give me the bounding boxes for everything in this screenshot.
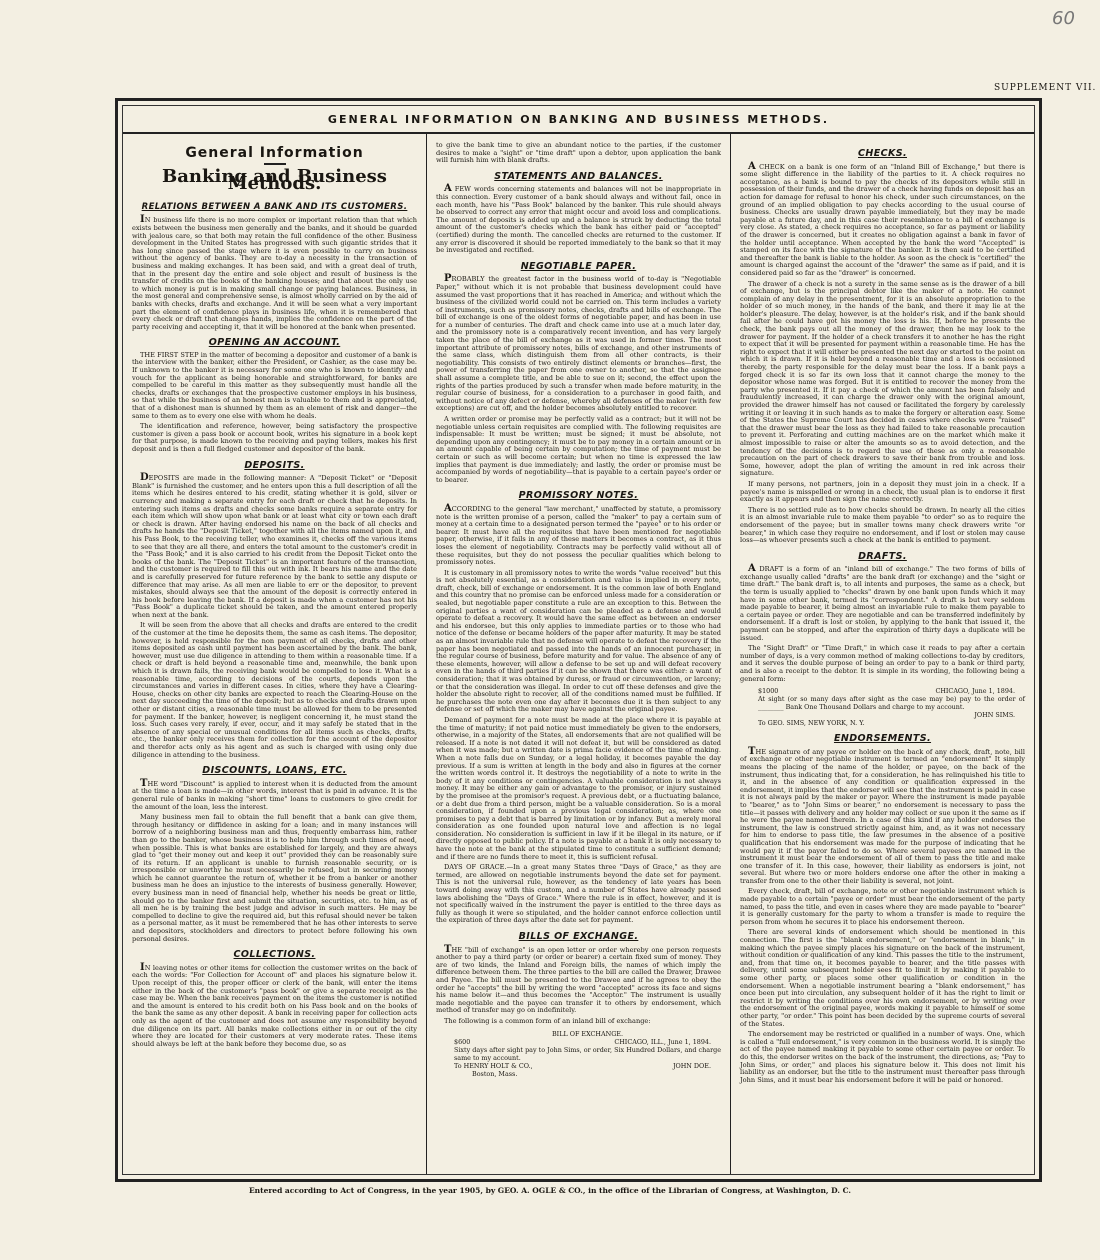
bill-body: Sixty days after sight pay to John Sims, or order, Six Hundred Dollars, and charge same to my account. (454, 1045, 721, 1062)
section-title-collections: COLLECTIONS. (233, 949, 316, 961)
bill-heading: BILL OF EXCHANGE. (551, 1029, 624, 1038)
paragraph: THE "bill of exchange" is an open letter or order whereby one person requests another to pay a third party (or order or bearer) a certain fixed sum of money. They are of two kinds, the Inland and Foreign bills, the names of which imply the difference between them. The three parties to the bill are called the Drawer, Drawee and Payee. The bill must be presented to the Drawee and if he agrees to obey the order he "accepts" the bill by writing the word "accepted" across its face and signs his name below it—and thus becomes the "Acceptor." The instrument is usually made negotiable and the payee can transfer it to others by endorsement, which method of transfer may go on indefinitely. (436, 943, 721, 1015)
paragraph: The drawer of a check is not a surety in the same sense as is the drawer of a bill of exchange, but is the principal debtor like the maker of a note. He cannot complain of any delay in the presentment, for it is an absolute appropriation to the holder of so much money, in the hands of the bank, and there it may lie at the holder's pleasure. The delay, however, is at the holder's risk, and if the bank should fail after he could have got his money the loss is his. If, before he presents the check, the bank pays out all the money of the drawer, then he may look to the drawer for payment. If the holder of a check transfers it to another he has the right to expect that it will be presented for payment within a reasonable time. He has the right to expect that it will either be presented the next day or started to the point on which it is drawn. If it is held beyond a reasonable time and a loss is occasioned thereby, the party responsible for the delay must bear the loss. If a bank pays a forged check it is so far its own loss that it cannot charge the money to the depositor whose name was forged. But it is entitled to recover the money from the party who presented it. If it pay a check of which the amount has been falsely and fraudulently increased, it can charge the drawer only with the original amount, provided the drawer himself has not caused or facilitated the forgery by carelessly writing it or leaving it in such hands as to make the forgery or alteration easy. Some of the States the Supreme Court has decided in cases where checks were "raised" that the drawer must bear the loss as they had failed to take reasonable precaution to prevent it. Perforating and cutting machines are on the market which make it almost impossible to raise or alter the amounts so as to avoid detection, and the tendency of the decisions is to regard the use of these as only a reasonable precaution on the part of check drawers to save their bank from trouble and loss. Some, however, adopt the plan of writing the amount in red ink across their signature. (740, 279, 1025, 478)
draft-signature: JOHN SIMS. (974, 711, 1015, 720)
paragraph: A written order or promise may be perfectly valid as a contract; but it will not be negotiable unless certain requisites are complied with. The following requisites are indispensable: It must be written; must be signed; it must be absolute, not depending upon any contingency; it must be to pay money in a certain amount or in an amount capable of being certain by computation; the time of payment must be certain or such as will become certain; but when no time is expressed the law implies that payment is due immediately; and lastly, the order or promise must be accompanied by words of negotiability—that is payable to a certain payee's order or to bearer. (436, 415, 721, 484)
copyright-footer: Entered according to Act of Congress, in the year 1905, by GEO. A. OGLE & CO., in the office of the Librarian of Congress, at Washington, D. C. (248, 1186, 852, 1195)
bill-footer-row (454, 1062, 721, 1070)
bill-place-date: CHICAGO, ILL., June 1, 1894. (614, 1037, 711, 1046)
column-right (730, 134, 1034, 1174)
paragraph: It will be seen from the above that all checks and drafts are entered to the credit of the customer at the time he deposits them, the same as cash items. The depositor, however, is held responsible for the non payment of all checks, drafts and other items deposited as cash until payment has been ascertained by the bank. The bank, however, must use due diligence in attending to them within a reasonable time. If a check or draft is held beyond a reasonable time and, meanwhile, the bank upon which it is drawn fails, the receiving bank would be compelled to lose it. What is a reasonable time, according to decisions of the courts, depends upon the circumstances and varies in different cases. In cities, where they have a Clearing-House, checks on other city banks are expected to reach the Clearing-House on the next day succeeding the time of the deposit; but as to checks and drafts drawn upon other or distant cities, a reasonable time must be allowed for them to be presented for payment. If the banker, however, is negligent concerning it, he must stand the loss. Such cases very rarely, if ever, occur, and it may safely be stated that in the absence of any special or unusual conditions for all items such as checks, drafts, etc., the banker only receives them for collection for the account of the depositor and therefor acts only as his agent and as such is charged with using only due diligence in attending to the business. (132, 621, 417, 759)
paragraph: IN leaving notes or other items for collection the customer writes on the back of each the words: "For Collection for Account of" and places his signature below it. Upon receipt of this, the proper officer or clerk of the bank, will enter the items either in the back of the customer's "pass book" or give a separate receipt as the case may be. When the bank receives payment on the items the customer is notified and the amount is entered to his credit both on his Pass book and on the books of the bank the same as any other deposit. A bank in receiving paper for collection acts only as the agent of the customer and does not assume any responsibility beyond due diligence on its part. All banks make collections either in or out of the city where they are located for their customers at very moderate rates. These items should always be left at the bank before they become due, so as (132, 961, 417, 1048)
title-line-2: Banking and Business Methods. (162, 165, 387, 195)
paragraph: IN business life there is no more complex or important relation than that which exists between the business men generally and the banks, and it should be guarded with jealous care, so that both may retain the full confidence of the other. Business development in the United States has progressed with such gigantic strides that it has long since passed the stage where it is even possible to carry on business without the agency of banks. They are to-day a necessity in the transaction of business and making exchanges. It has been said, and with a great deal of truth, that in the present day the entire and sole object and result of business is the transfer of credits on the books of the banking houses; and that about the only use to which money is put is in making small change or paying balances. Business, in the most general and comprehensive sense, is almost wholly carried on by the aid of banks with checks, drafts and exchange. And it will be seen what a very important part the element of confidence plays in business life, when it is remembered that every check or draft that changes hands, implies the confidence on the part of the party receiving and accepting it, that it will be honored at the bank when presented. (132, 214, 417, 331)
paragraph: A CHECK on a bank is one form of an "Inland Bill of Exchange," but there is some slight difference in the liability of the parties to it. A check requires no acceptance, as a bank is bound to pay the checks of its depositors while still in possession of their funds, and the drawer of a check having funds on deposit has an action for damage for refusal to honor his check, under such circumstances, on the ground of an implied obligation to pay checks according to the usual course of business. Checks are usually drawn payable immediately, but they may be made payable at a future day, and in this case their resemblance to a bill of exchange is very close. As stated, a check requires no acceptance, so far as payment or liability of the drawer is concerned, but it creates no obligation against a bank in favor of the holder until acceptance. When accepted by the bank the word "Accepted" is stamped on its face with the signature of the banker. It is then said to be certified and thereafter the bank is liable to the holder. As soon as the check is "certified" the amount is charged against the account of the "drawer" the same as if paid, and it is considered paid so far as the "drawer" is concerned. (740, 160, 1025, 277)
paragraph: If many persons, not partners, join in a deposit they must join in a check. If a payee's name is misspelled or wrong in a check, the usual plan is to endorse it first exactly as it appears and then sign the name correctly. (740, 479, 1025, 504)
section-title-drafts: DRAFTS. (858, 550, 907, 562)
draft-body: At sight (or so many days after sight as the case may be) pay to the order of ________ Bank One Thousand Dollars and charge to my account. (758, 695, 1025, 712)
supplement-label: SUPPLEMENT VII. (994, 83, 1097, 93)
section-title-endorsements: ENDORSEMENTS. (833, 733, 932, 745)
bill-of-exchange-form (454, 1030, 721, 1078)
paragraph: It is customary in all promissory notes to write the words "value received" but this is not absolutely essential, as a consideration and value is implied in every note, draft, check, bill of exchange or endorsement. It is the common law of both England and this country that no promise can be enforced unless made for a consideration or sealed, but negotiable paper constitute a rule are an exception to this. Between the original parties a want of consideration can be pleaded as a defense and would operate to defeat a recovery. It would have the same effect as between an endorser and his endorsee, but this only applies to immediate parties or to those who had notice of the defense or became holders of the paper after maturity. It may be stated as an almost invariable rule that no defense will operate to defeat the recovery if the paper has been negotiated and passed into the hands of an innocent purchaser, in the regular course of business, before maturity and for value. The absence of any of these elements, however, will allow a defense to be set up and will defeat recovery even in the hands of third parties if it can be shown that there was either: a want of consideration; that it was obtained by duress, or fraud or circumvention, or larceny; or that the consideration was illegal. In order to cut off these defenses and give the holder the absolute right to recover, all of the conditions named must be fulfilled. If he purchases the note even one day after it becomes due it is then subject to any defense or set off which the maker may have against the original payee. (436, 568, 721, 714)
bill-signature: JOHN DOE. (672, 1061, 711, 1070)
paragraph: There are several kinds of endorsement which should be mentioned in this connection. The first is the "blank endorsement," or "endorsement in blank," in making which the payee simply places his signature on the back of the instrument, without condition or qualification of any kind. This passes the title to the instrument, and, from that time on, it becomes payable to bearer, and the title passes with delivery, until some subsequent holder sees fit to limit it by making it payable to some other party, or places some other qualification or condition in the endorsement. When a negotiable instrument bearing a "blank endorsement," has once been put into circulation, any subsequent holder of it has the right to limit or restrict it by writing the conditions over his own endorsement, or by writing over the endorsement of the original payee, words making it payable to himself or some other party, "or order." This point has been decided by the supreme courts of several of the States. (740, 928, 1025, 1028)
paragraph: The endorsement may be restricted or qualified in a number of ways. One, which is called a "full endorsement," is very common in the business world. It is simply the act of the payee named making it payable to some other certain payee or order. To do this, the endorser writes on the back of the instrument, the directions, as; "Pay to John Sims, or order," and places his signature below it. This does not limit his liability as an endorser, but the title to the instrument must thereafter pass through John Sims, and it must bear his endorsement before it will be paid or honored. (740, 1030, 1025, 1084)
paragraph: PROBABLY the greatest factor in the business world of to-day is "Negotiable Paper," without which it is not probable that business development could have assumed the vast proportions that it has reached in America; and without which the business of the civilized world could not be carried on. This term includes a variety of instruments, such as promissory notes, checks, drafts and bills of exchange. The bill of exchange is one of the oldest forms of negotiable paper, and has been in use for a number of centuries. The draft and check came into use at a much later day, and the promissory note is a comparatively recent invention, and has very largely taken the place of the bill of exchange as it was used in former times. The most important attribute of promissory notes, bills of exchange, and other instruments of the same class, which distinguish them from all other contracts, is their negotiability. This consists of two entirely distinct elements or branches—first, the power of transferring the paper from one owner to another, so that the assignee shall assume a complete title, and be able to sue on it; second, the effect upon the rights of the parties produced by such a transfer when made before maturity, in the regular course of business, for a consideration to a purchaser in good faith, and without notice of any defect or defense, whereby all defenses of the maker (with few exceptions) are cut off, and the holder becomes absolutely entitled to recover. (436, 273, 721, 413)
paragraph: Many business men fail to obtain the full benefit that a bank can give them, through hesitancy or diffidence in asking for a loan; and in many instances will borrow of a neighboring business man and thus, frequently embarrass him, rather than go to the banker, whose business it is to help him through such times of need, when possible. This is what banks are established for largely, and they are always glad to "get their money out and keep it out" provided they can be reasonably sure of its return. If an applicant is unable to furnish reasonable security, or is irresponsible or unworthy he must necessarily be refused, but in securing money which he cannot guarantee the return of, whether it be from a banker or another business man he does an injustice to the interests of business generally. However, every business man in need of financial help, whether his needs be great or little, should go to the banker first and submit the situation, securities, etc. to him, as of all men he is by training the best judge and advisor in such matters. He may be compelled to decline to give the required aid, but this refusal should never be taken as a personal matter, as it must be remembered that he has other interests to serve and depositors, stockholders and directors to protect before following his own personal desires. (132, 813, 417, 943)
column-middle (426, 134, 730, 1174)
paragraph: THE signature of any payee or holder on the back of any check, draft, note, bill of exchange or other negotiable instrument is termed an "endorsement" It simply means the placing of the name of the holder, or payee, on the back of the instrument, thus indicating that, for a consideration, he has relinquished his title to it, and in the absence of any condition or qualification expressed in the endorsement, it implies that the endorser will see that the instrument is paid in case it is not always paid by the maker or payor. Where the instrument is made payable to "bearer," as to "John Sims or bearer," no endorsement is necessary to pass the title—it passes with delivery and any holder may collect or sue upon it the same as if he were the payee named therein. In a case of this kind if any holder endorses the instrument, the law is construed strictly against him, and, as it was not necessary for him to endorse to pass title, the law presumes in the absence of a positive qualification that his endorsement was made for the purpose of indicating that he would pay it if the payor failed to do so. Where several payees are named in the instrument it must bear the endorsement of all of them to pass the title and make one transfer of it. In this case, however, their liability as endorsers is joint, not several. But where two or more holders endorse one after the other in making a transfer from one to the other their liability is several, not joint. (740, 745, 1025, 885)
page-number: 60 (1052, 8, 1075, 29)
bill-header-row (454, 1038, 721, 1046)
paragraph: The following is a common form of an inland bill of exchange: (444, 1016, 651, 1025)
draft-addressee: To GEO. SIMS, NEW YORK, N. Y. (758, 719, 865, 728)
paragraph: Demand of payment for a note must be made at the place where it is payable at the time of maturity; if not paid notice must immediately be given to the endorsers, otherwise, in a majority of the States, all endorsements that are not qualified will be released. If a note is not dated it will not defeat it, but will be considered as dated when it was made; but a written date is prima facie evidence of the time of making. When a note falls due on Sunday, or a legal holiday, it becomes payable the day previous. If a sum is written at length in the body and also in figures at the corner the written words control it. It destroys the negotiability of a note to write in the body of it any conditions or contingencies. A valuable consideration is not always money. It may be either any gain or advantage to the promisor, or injury sustained by the promisee at the promisor's request. A previous debt, or a fluctuating balance, or a debt due from a third person, might be a valuable consideration. So is a moral consideration, if founded upon a previous legal consideration; as, where one promises to pay a debt that is barred by limitation or by infancy. But a merely moral consideration as one founded upon natural love and affection is no legal consideration. No consideration is sufficient in law if it be illegal in its nature, or if directly opposed to public policy. If a note is payable at a bank it is only necessary to have the note at the bank at the stipulated time to constitute a sufficient demand; and if there are no funds there to meet it, this is sufficient refusal. (436, 715, 721, 861)
section-title-discounts: DISCOUNTS, LOANS, ETC. (202, 765, 347, 777)
title-divider (264, 163, 286, 165)
section-title-deposits: DEPOSITS. (244, 459, 305, 471)
page-frame (115, 98, 1042, 1182)
paragraph: to give the bank time to give an abundant notice to the parties, if the customer desires to make a "sight" or "time draft" upon a debtor, upon application the bank will furnish him with blank drafts. (436, 141, 721, 165)
column-left (123, 134, 426, 1174)
draft-place-date: CHICAGO, June 1, 1894. (935, 687, 1015, 696)
paragraph: There is no settled rule as to how checks should be drawn. In nearly all the cities it is an almost invariable rule to make them payable "to order" so as to require the endorsement of the payee; but in smaller towns many check drawers write "or bearer," in which case they require no endorsement, and if lost or stolen may cause loss—as whoever presents such a check at the bank is entitled to payment. (740, 505, 1025, 545)
paragraph: The "Sight Draft" or "Time Draft," in which case it reads to pay after a certain number of days, is a very common method of making collections to-day by creditors, and it serves the double purpose of being an order to pay to a bank or third party, and is also a receipt to the debtor. It is simple in its wording, the following being a general form: (740, 644, 1025, 683)
paragraph: THE FIRST STEP in the matter of becoming a depositor and customer of a bank is the interview with the banker, either the President, or Cashier, as the case may be. If unknown to the banker it is necessary for some one who is known to identify and vouch for the applicant as being honorable and straightforward, for banks are compelled to be careful in this matter as they subsequently must handle all the checks, drafts or exchanges that the prospective customer employs in his business, so that while the business of an honest man is valuable to them and is appreciated, that of a dishonest man is shunned by them as an element of risk and danger—the same to them as to every one else with whom he deals. (132, 350, 417, 420)
section-title-relations: RELATIONS BETWEEN A BANK AND ITS CUSTOMERS. (141, 201, 408, 212)
section-title-promissory-notes: PROMISSORY NOTES. (518, 490, 639, 502)
title-line-1: General Information (185, 145, 364, 161)
bill-amount: $600 (454, 1037, 471, 1046)
draft-header-row (758, 687, 1025, 695)
section-title-bills-of-exchange: BILLS OF EXCHANGE. (518, 931, 639, 942)
section-title-negotiable-paper: NEGOTIABLE PAPER. (520, 260, 637, 272)
section-title-statements: STATEMENTS AND BALANCES. (494, 170, 663, 182)
draft-form (758, 687, 1025, 727)
section-title-opening-account: OPENING AN ACCOUNT. (208, 337, 341, 349)
paragraph: Every check, draft, bill of exchange, note or other negotiable instrument which is made payable to a certain "payee or order" must bear the endorsement of the party named, to pass the title, and even in cases where they are made payable to "bearer" it is generally customary for the party to whom a transfer is made to require the person from whom he secures it to place his endorsement thereon. (740, 887, 1025, 926)
paragraph: DEPOSITS are made in the following manner: A "Deposit Ticket" or "Deposit Blank" is furnished the customer, and he enters upon this a full description of all the items which he desires entered to his credit, stating whether it is gold, silver or currency and making a separate entry for each draft or check that he deposits. In entering such items as drafts and checks some banks require a separate entry for each item which will show upon what bank or at least what city or town each draft or check is drawn. After having endorsed his name on the back of all checks and drafts he hands the "Deposit Ticket," together with all the items named upon it, and his Pass Book, to the receiving teller, who examines it, checks off the various items to see that they are all there, and enters the total amount to the customer's credit in the "Pass Book;" and it is also carried to his credit from the Deposit Ticket onto the books of the bank. The "Deposit Ticket" is an important feature of the transaction, and the customer is required to fill this out with ink. It bears his name and the date and is carefully preserved for future reference by the bank to settle any dispute or difference that may arise. As all men are liable to err or the depositor, to prevent mistakes, should always see that the amount of the deposit is correctly entered in his book before leaving the bank. If a deposit is made when a customer has not his "Pass Book" a duplicate ticket should be taken, and the amount entered properly when next at the bank. (132, 472, 417, 619)
bill-addressee: To HENRY HOLT & CO., (454, 1061, 533, 1070)
inner-frame (122, 105, 1035, 1175)
bill-city: Boston, Mass. (472, 1069, 518, 1078)
paragraph: ACCORDING to the general "law merchant," unaffected by statute, a promissory note is the written promise of a person, called the "maker" to pay a certain sum of money at a certain time to a designated person termed the "payee" or to his order or bearer. It must have all the requisites that have been mentioned for negotiable paper, otherwise, if it fails in any of these matters it becomes a contract, as it thus loses the element of negotiability. Contracts may be perfectly valid without all of these requisites, but they do not possess the peculiar qualities which belong to promissory notes. (436, 502, 721, 567)
section-title-checks: CHECKS. (858, 148, 907, 159)
paragraph: DAYS OF GRACE.—In a great many States three "Days of Grace," as they are termed, are allowed on negotiable instruments beyond the date set for payment. This is not the universal rule, however, as the tendency of late years has been toward doing away with this custom, and a number of States have already passed laws abolishing the "Days of Grace." Where the rule is in effect, however, and it is not specifically waived in the instrument the payer is entitled to the three days as fully as though it were so stipulated, and the holder cannot enforce collection until the expiration of three days after the date set for payment. (436, 863, 721, 925)
draft-amount: $1000 (758, 687, 779, 696)
title-block (132, 145, 417, 195)
paragraph: A FEW words concerning statements and balances will not be inappropriate in this connection. Every customer of a bank should always and without fail, once in each month, have his "Pass Book" balanced by the banker. This rule should always be observed to correct any error that might occur and avoid loss and complications. The amount of deposits is added up and a balance is struck by deducting the total amount of the customer's checks which the bank has either paid or "accepted" (certified) during the month. The cancelled checks are returned to the customer. If any error is discovered it should be reported immediately to the bank so that it may be investigated and rectified. (436, 183, 721, 255)
paragraph: The identification and reference, however, being satisfactory the prospective customer is given a pass book or account book, writes his signature in a book kept for that purpose, is made known to the receiving and paying tellers, makes his first deposit and is then a full fledged customer and depositor of the bank. (132, 422, 417, 453)
paragraph: THE word "Discount" is applied to interest when it is deducted from the amount at the time a loan is made—in other words, interest that is paid in advance. It is the general rule of banks in making "short time" loans to customers to give credit for the amount of the loan, less the interest. (132, 777, 417, 811)
columns (123, 134, 1034, 1174)
page-header: GENERAL INFORMATION ON BANKING AND BUSINESS METHODS. (123, 106, 1034, 134)
paragraph: A DRAFT is a form of an "inland bill of exchange." The two forms of bills of exchange usually called "drafts" are the bank draft (or exchange) and the "sight or time draft." The bank draft is, to all intents and purposes, the same as a check, but the term is usually applied to "checks" drawn by one bank upon funds which it may have in some other bank, termed its "correspondent." A draft is but very seldom made payable to bearer, it being almost an invariable rule to make them payable to a certain payee or order. They are negotiable and can be transferred indefinitely by endorsement. If a draft is lost or stolen, by applying to the bank that issued it, the payment can be stopped, and after the expiration of thirty days a duplicate will be issued. (740, 563, 1025, 642)
